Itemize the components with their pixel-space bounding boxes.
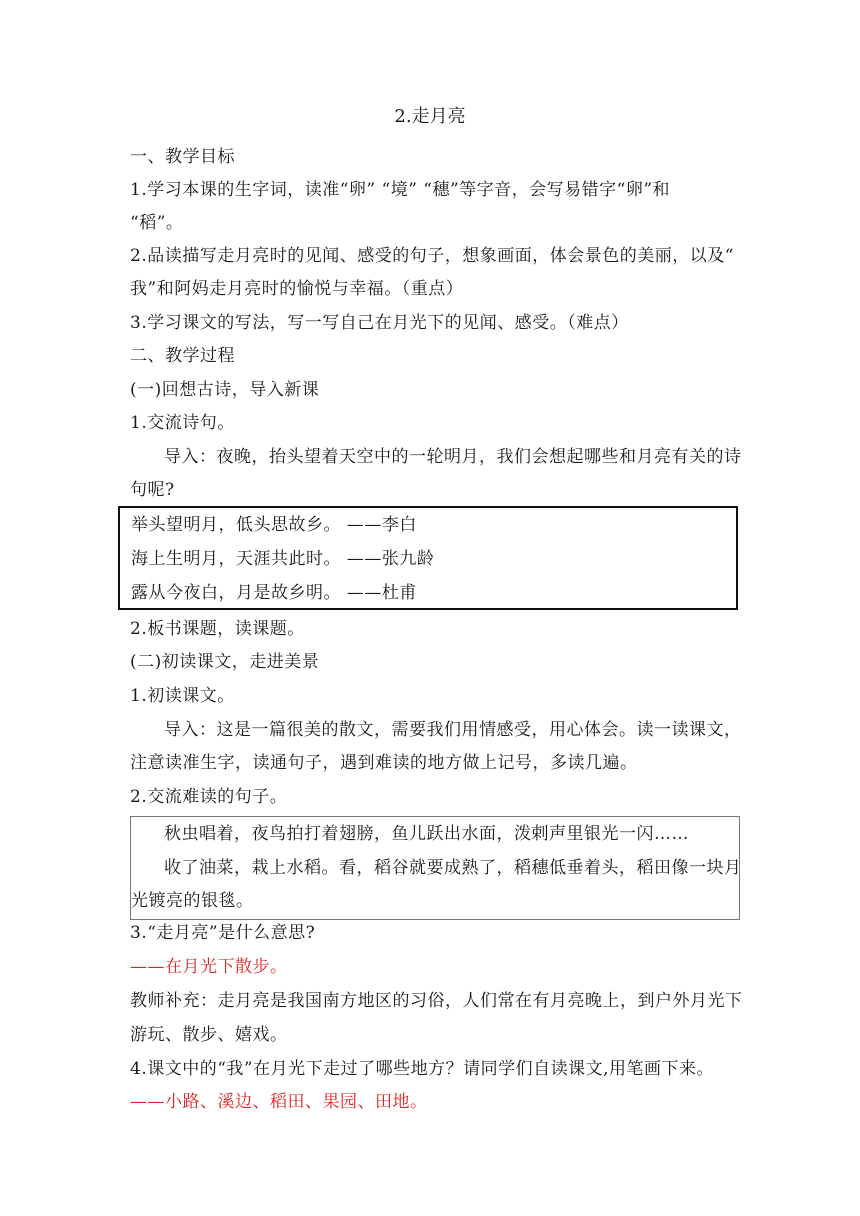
step-1-2: 2.板书课题，读课题。 bbox=[130, 619, 305, 639]
section-heading-goals: 一、教学目标 bbox=[130, 147, 235, 167]
answer-4: ——小路、溪边、稻田、果园、田地。 bbox=[130, 1092, 428, 1112]
step-2-2: 2.交流难读的句子。 bbox=[130, 787, 288, 807]
goal-1-line-2: “稻”。 bbox=[130, 213, 184, 233]
poem-box bbox=[118, 506, 738, 610]
document-title: 2.走月亮 bbox=[394, 106, 466, 127]
sentence-box bbox=[130, 816, 740, 920]
part-2-heading: (二)初读课文，走进美景 bbox=[130, 652, 320, 672]
goal-3: 3.学习课文的写法，写一写自己在月光下的见闻、感受。（难点） bbox=[130, 313, 629, 333]
question-3: 3.“走月亮”是什么意思? bbox=[130, 923, 316, 943]
poem-line: 海上生明月，天涯共此时。 ——张九龄 bbox=[131, 549, 435, 569]
step-2-1: 1.初读课文。 bbox=[130, 686, 235, 706]
question-4: 4.课文中的“我”在月光下走过了哪些地方？请同学们自读课文,用笔画下来。 bbox=[130, 1059, 715, 1079]
intro-1-line-2: 句呢? bbox=[130, 480, 175, 500]
teacher-supplement-line-1: 教师补充：走月亮是我国南方地区的习俗，人们常在有月亮晚上，到户外月光下 bbox=[130, 991, 743, 1011]
poem-line: 举头望明月，低头思故乡。 ——李白 bbox=[131, 515, 417, 535]
sentence-1: 秋虫唱着，夜鸟拍打着翅膀，鱼儿跃出水面，泼剌声里银光一闪…… bbox=[164, 824, 689, 844]
intro-2-line-2: 注意读准生字，读通句子，遇到难读的地方做上记号，多读几遍。 bbox=[130, 753, 638, 773]
part-1-heading: (一)回想古诗，导入新课 bbox=[130, 380, 320, 400]
answer-3: ——在月光下散步。 bbox=[130, 957, 288, 977]
step-1-1: 1.交流诗句。 bbox=[130, 413, 235, 433]
section-heading-process: 二、教学过程 bbox=[130, 346, 235, 366]
goal-2-line-2: 我”和阿妈走月亮时的愉悦与幸福。（重点） bbox=[130, 279, 464, 299]
poem-line: 露从今夜白，月是故乡明。 ——杜甫 bbox=[131, 583, 417, 603]
goal-1-line-1: 1.学习本课的生字词，读准“卵” “境” “穗”等字音，会写易错字“卵”和 bbox=[130, 180, 671, 200]
sentence-2-line-1: 收了油菜，栽上水稻。看，稻谷就要成熟了，稻穗低垂着头，稻田像一块月 bbox=[164, 858, 742, 878]
sentence-2-line-2: 光镀亮的银毯。 bbox=[131, 891, 254, 911]
goal-2-line-1: 2.品读描写走月亮时的见闻、感受的句子，想象画面，体会景色的美丽，以及“ bbox=[130, 246, 734, 266]
intro-2-line-1: 导入：这是一篇很美的散文，需要我们用情感受，用心体会。读一读课文， bbox=[164, 720, 742, 740]
teacher-supplement-line-2: 游玩、散步、嬉戏。 bbox=[130, 1025, 288, 1045]
intro-1-line-1: 导入：夜晚，抬头望着天空中的一轮明月，我们会想起哪些和月亮有关的诗 bbox=[164, 447, 742, 467]
